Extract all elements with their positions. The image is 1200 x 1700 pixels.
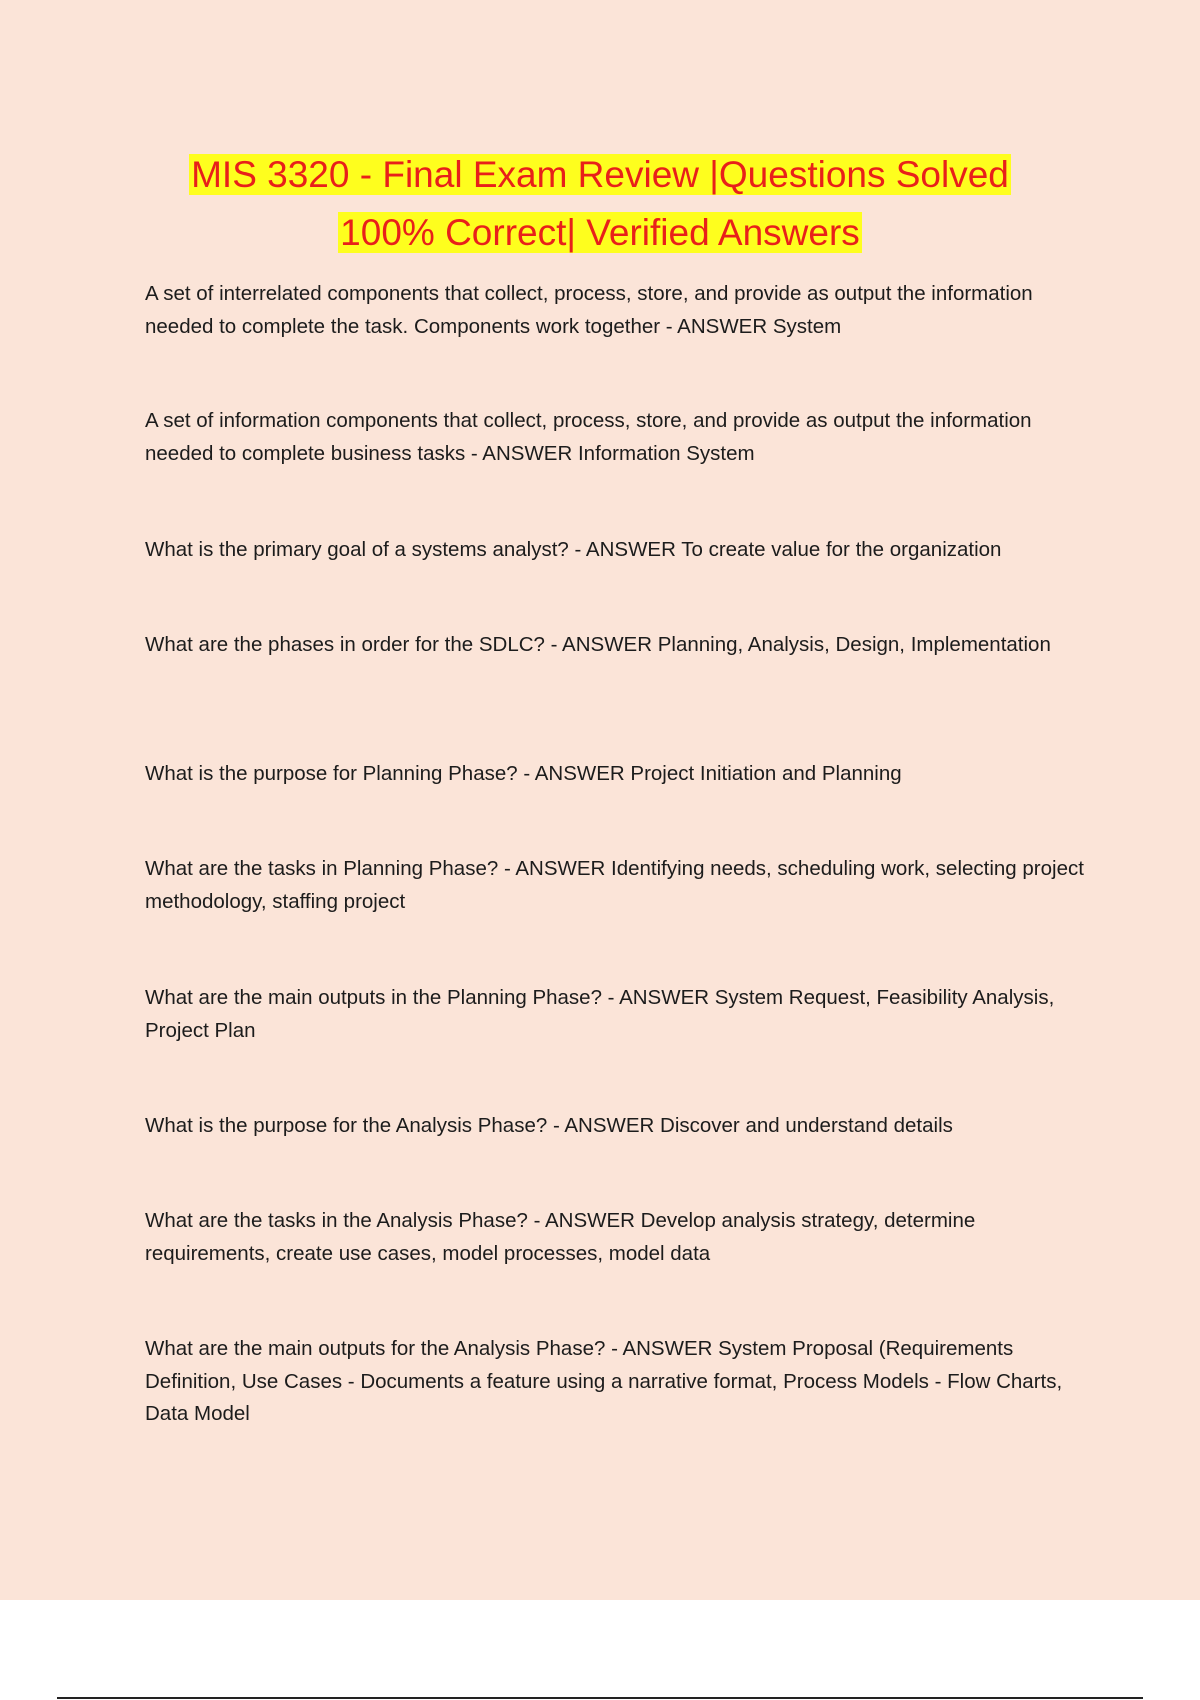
qa-item: A set of interrelated components that collect, process, store, and provide as output the information needed to complete the task. Components work together - ANSWER System	[145, 282, 1033, 338]
qa-item: What are the main outputs for the Analysis Phase? - ANSWER System Proposal (Requirements Definition, Use Cases - Documents a feature using a narrative format, Process Models - Flow Charts, Data Model	[145, 1337, 1063, 1425]
qa-item: A set of information components that collect, process, store, and provide as output the information needed to complete business tasks - ANSWER Information System	[145, 409, 1032, 465]
title-line-2: 100% Correct| Verified Answers	[340, 212, 860, 253]
qa-item: What are the tasks in Planning Phase? - ANSWER Identifying needs, scheduling work, selecting project methodology, staffing project	[145, 857, 1084, 913]
qa-item: What are the main outputs in the Planning Phase? - ANSWER System Request, Feasibility Analysis, Project Plan	[145, 986, 1055, 1042]
qa-item: What is the primary goal of a systems analyst? - ANSWER To create value for the organization	[145, 538, 1002, 561]
qa-item: What are the phases in order for the SDLC? - ANSWER Planning, Analysis, Design, Implementation	[145, 633, 1051, 656]
document-title	[100, 146, 1100, 262]
qa-item: What are the tasks in the Analysis Phase? - ANSWER Develop analysis strategy, determine requirements, create use cases, model processes, model data	[145, 1209, 976, 1265]
footer-rule	[57, 1697, 1143, 1699]
title-line-1: MIS 3320 - Final Exam Review |Questions Solved	[191, 154, 1009, 195]
qa-item: What is the purpose for Planning Phase? - ANSWER Project Initiation and Planning	[145, 762, 902, 785]
qa-item: What is the purpose for the Analysis Phase? - ANSWER Discover and understand details	[145, 1114, 953, 1137]
